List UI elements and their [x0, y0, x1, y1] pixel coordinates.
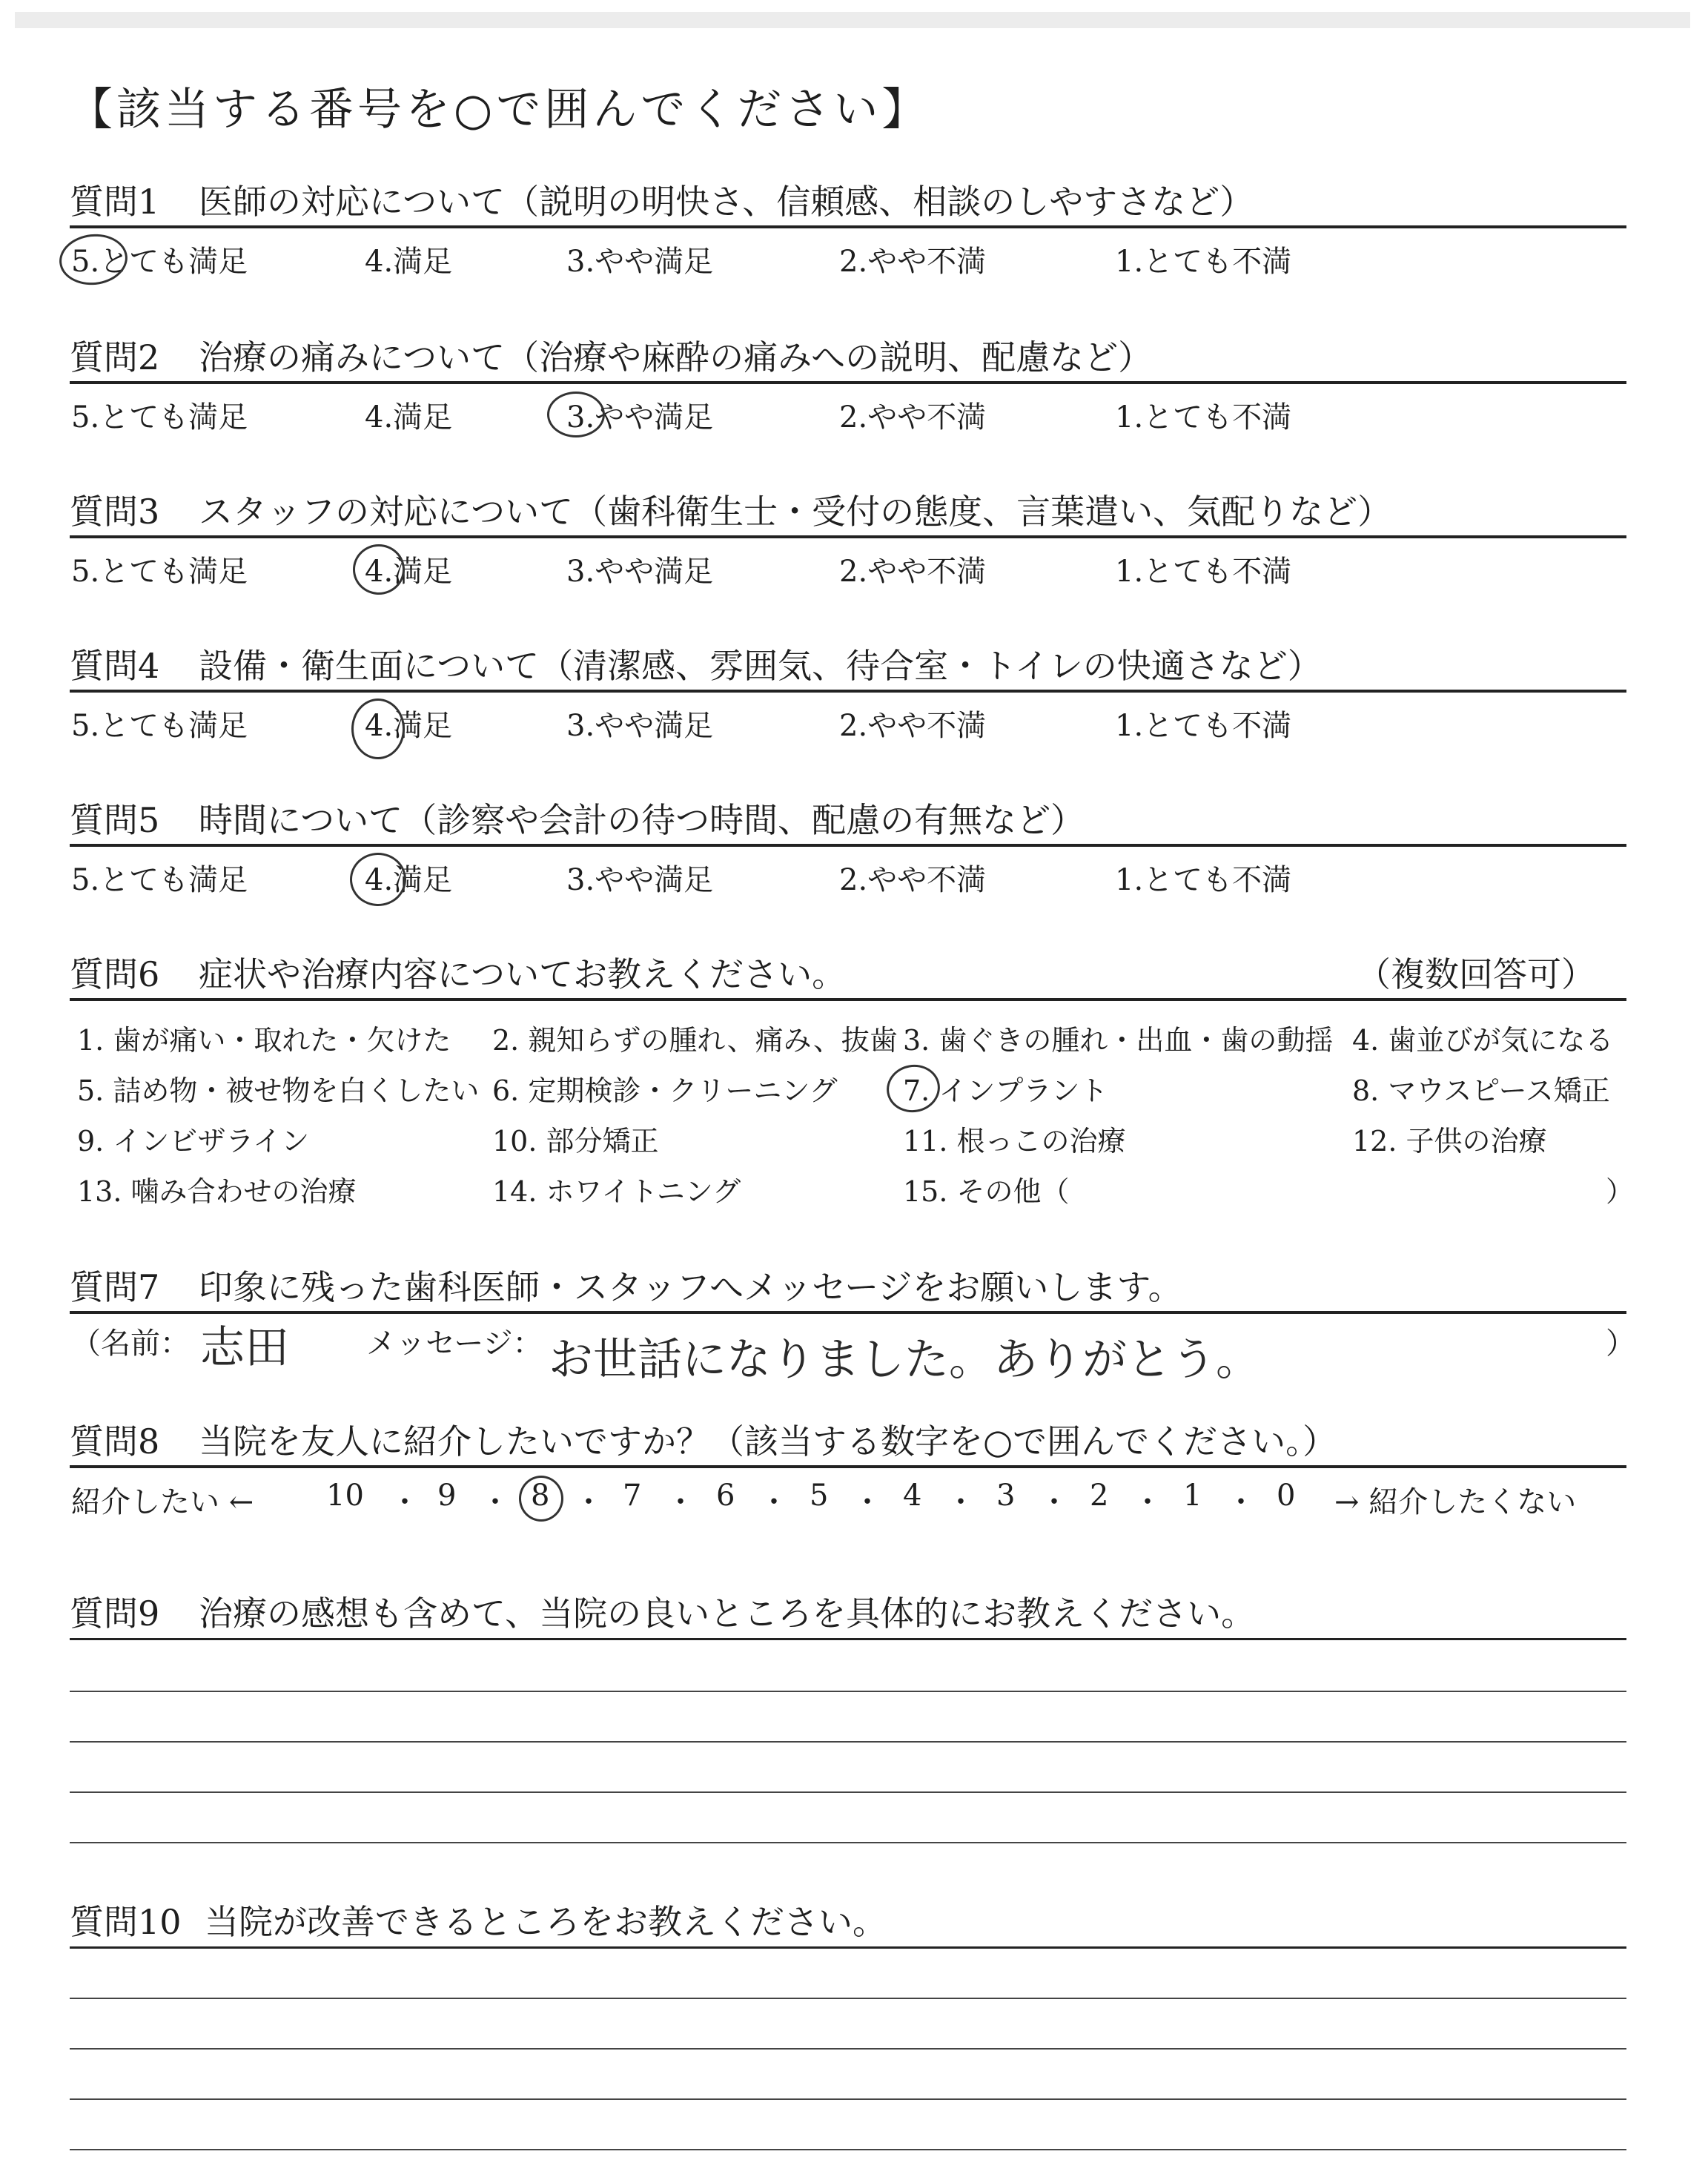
question-6-note: （複数回答可） [1357, 954, 1595, 994]
q5-selection-circle [350, 853, 406, 906]
q8-separator: ・ [1226, 1485, 1256, 1519]
q8-left-label: 紹介したい ← [71, 1485, 254, 1519]
q8-separator: ・ [480, 1485, 510, 1519]
q10-answer-line [70, 1998, 1626, 1999]
q8-selection-circle [519, 1476, 563, 1522]
q2-option-3[interactable]: 3.やや満足 [566, 400, 714, 435]
q1-option-5[interactable]: 5.とても満足 [71, 245, 248, 279]
question-8 [70, 1416, 1626, 1468]
question-1-text: 医師の対応について（説明の明快さ、信頼感、相談のしやすさなど） [199, 182, 1254, 222]
q3-option-5[interactable]: 5.とても満足 [71, 555, 248, 589]
question-2-text: 治療の痛みについて（治療や麻酔の痛みへの説明、配慮など） [199, 337, 1153, 377]
q8-score-6[interactable]: 6 [716, 1479, 735, 1513]
q1-option-4[interactable]: 4.満足 [365, 245, 453, 279]
q9-answer-line [70, 1741, 1626, 1743]
question-3-underline [70, 535, 1626, 538]
question-2-label: 質問2 [70, 337, 160, 377]
scan-top-edge [15, 12, 1690, 28]
q5-option-4[interactable]: 4.満足 [365, 863, 453, 897]
question-9-text: 治療の感想も含めて、当院の良いところを具体的にお教えください。 [199, 1593, 1256, 1634]
q3-option-1[interactable]: 1.とても不満 [1115, 555, 1292, 589]
q8-score-9[interactable]: 9 [437, 1479, 457, 1513]
question-6-text: 症状や治療内容についてお教えください。 [199, 954, 847, 994]
q7-message-label: メッセージ： [366, 1327, 543, 1361]
question-9-label: 質問9 [70, 1593, 160, 1634]
q4-option-4[interactable]: 4.満足 [365, 709, 453, 743]
q9-answer-line [70, 1791, 1626, 1793]
q5-option-3[interactable]: 3.やや満足 [566, 863, 714, 897]
q4-option-2[interactable]: 2.やや不満 [839, 709, 987, 743]
q4-selection-circle [351, 698, 405, 759]
q6-option-11[interactable]: 11. 根っこの治療 [903, 1125, 1126, 1157]
q6-option-5[interactable]: 5. 詰め物・被せ物を白くしたい [77, 1074, 480, 1107]
q6-option-13[interactable]: 13. 噛み合わせの治療 [77, 1175, 357, 1208]
question-6-underline [70, 998, 1626, 1001]
q10-answer-line [70, 2048, 1626, 2050]
q6-option-12[interactable]: 12. 子供の治療 [1352, 1125, 1547, 1157]
question-4-text: 設備・衛生面について（清潔感、雰囲気、待合室・トイレの快適さなど） [199, 646, 1322, 686]
q2-option-1[interactable]: 1.とても不満 [1115, 400, 1292, 435]
q6-option-7[interactable]: 7. インプラント [903, 1074, 1108, 1107]
question-4-underline [70, 690, 1626, 693]
question-1 [70, 176, 1626, 228]
q8-separator: ・ [574, 1485, 603, 1519]
q7-close-paren: ） [1606, 1327, 1635, 1361]
question-8-underline [70, 1465, 1626, 1468]
question-3 [70, 486, 1626, 538]
question-3-text: スタッフの対応について（歯科衛生士・受付の態度、言葉遣い、気配りなど） [199, 492, 1392, 532]
q2-option-4[interactable]: 4.満足 [365, 400, 453, 435]
q8-score-2[interactable]: 2 [1090, 1479, 1109, 1513]
q1-option-2[interactable]: 2.やや不満 [839, 245, 987, 279]
q8-separator: ・ [759, 1485, 789, 1519]
q8-separator: ・ [1039, 1485, 1069, 1519]
q7-name-handwritten[interactable]: 志田 [200, 1322, 289, 1374]
question-10-label: 質問10 [70, 1902, 182, 1942]
q5-option-5[interactable]: 5.とても満足 [71, 863, 248, 897]
q6-option-15[interactable]: 15. その他（ [903, 1175, 1070, 1208]
q8-score-1[interactable]: 1 [1183, 1479, 1202, 1513]
question-1-label: 質問1 [70, 182, 160, 222]
form-heading: 【該当する番号を○で囲んでください】 [68, 84, 930, 136]
question-8-label: 質問8 [70, 1421, 160, 1462]
q6-option-14[interactable]: 14. ホワイトニング [492, 1175, 741, 1208]
q8-score-4[interactable]: 4 [903, 1479, 922, 1513]
q8-score-5[interactable]: 5 [810, 1479, 829, 1513]
q2-option-2[interactable]: 2.やや不満 [839, 400, 987, 435]
question-9 [70, 1587, 1626, 1640]
q3-option-3[interactable]: 3.やや満足 [566, 555, 714, 589]
q2-option-5[interactable]: 5.とても満足 [71, 400, 248, 435]
q8-separator: ・ [666, 1485, 695, 1519]
q5-option-2[interactable]: 2.やや不満 [839, 863, 987, 897]
question-1-underline [70, 225, 1626, 228]
question-10-text: 当院が改善できるところをお教えください。 [205, 1902, 887, 1942]
q9-answer-line [70, 1691, 1626, 1692]
q8-score-0[interactable]: 0 [1277, 1479, 1296, 1513]
q10-answer-line [70, 2149, 1626, 2150]
q7-name-label: （名前： [71, 1327, 190, 1361]
q4-option-5[interactable]: 5.とても満足 [71, 709, 248, 743]
q8-separator: ・ [390, 1485, 420, 1519]
q8-separator: ・ [853, 1485, 882, 1519]
question-4 [70, 641, 1626, 693]
question-10 [70, 1895, 1626, 1949]
question-7-underline [70, 1311, 1626, 1314]
q1-option-1[interactable]: 1.とても不満 [1115, 245, 1292, 279]
q4-option-3[interactable]: 3.やや満足 [566, 709, 714, 743]
question-9-underline [70, 1638, 1626, 1640]
q6-other-close-paren: ） [1606, 1175, 1635, 1208]
q8-separator: ・ [1133, 1485, 1162, 1519]
q6-option-6[interactable]: 6. 定期検診・クリーニング [492, 1074, 838, 1107]
question-7 [70, 1262, 1626, 1314]
question-4-label: 質問4 [70, 646, 160, 686]
q6-option-4[interactable]: 4. 歯並びが気になる [1352, 1024, 1614, 1057]
q6-option-10[interactable]: 10. 部分矯正 [492, 1125, 659, 1157]
q8-score-3[interactable]: 3 [996, 1479, 1016, 1513]
q6-option-3[interactable]: 3. 歯ぐきの腫れ・出血・歯の動揺 [903, 1024, 1334, 1057]
q1-option-3[interactable]: 3.やや満足 [566, 245, 714, 279]
question-7-label: 質問7 [70, 1267, 160, 1307]
q8-score-8[interactable]: 8 [531, 1479, 550, 1513]
q8-right-label: → 紹介したくない [1334, 1485, 1577, 1519]
question-6-label: 質問6 [70, 954, 160, 994]
q6-option-1[interactable]: 1. 歯が痛い・取れた・欠けた [77, 1024, 451, 1057]
q8-score-7[interactable]: 7 [623, 1479, 642, 1513]
q3-selection-circle [353, 544, 405, 595]
question-3-label: 質問3 [70, 492, 160, 532]
question-5-text: 時間について（診察や会計の待つ時間、配慮の有無など） [199, 800, 1085, 840]
q5-option-1[interactable]: 1.とても不満 [1115, 863, 1292, 897]
q6-option-9[interactable]: 9. インビザライン [77, 1125, 310, 1157]
q7-message-handwritten[interactable]: お世話になりました。ありがとう。 [549, 1334, 1260, 1386]
q8-score-10[interactable]: 10 [326, 1479, 364, 1513]
question-8-text: 当院を友人に紹介したいですか？（該当する数字を○で囲んでください。） [199, 1421, 1337, 1462]
question-5-label: 質問5 [70, 800, 160, 840]
q6-option-2[interactable]: 2. 親知らずの腫れ、痛み、抜歯 [492, 1024, 898, 1057]
question-5-underline [70, 844, 1626, 847]
q9-answer-line [70, 1842, 1626, 1843]
question-7-text: 印象に残った歯科医師・スタッフへメッセージをお願いします。 [199, 1267, 1182, 1307]
q3-option-4[interactable]: 4.満足 [365, 555, 453, 589]
q8-separator: ・ [946, 1485, 976, 1519]
question-10-underline [70, 1946, 1626, 1949]
q6-option-8[interactable]: 8. マウスピース矯正 [1352, 1074, 1610, 1107]
question-5 [70, 795, 1626, 847]
q4-option-1[interactable]: 1.とても不満 [1115, 709, 1292, 743]
question-2-underline [70, 381, 1626, 384]
question-6 [70, 949, 1626, 1001]
q2-selection-circle [547, 392, 605, 437]
q10-answer-line [70, 2098, 1626, 2100]
question-2 [70, 332, 1626, 384]
q3-option-2[interactable]: 2.やや不満 [839, 555, 987, 589]
